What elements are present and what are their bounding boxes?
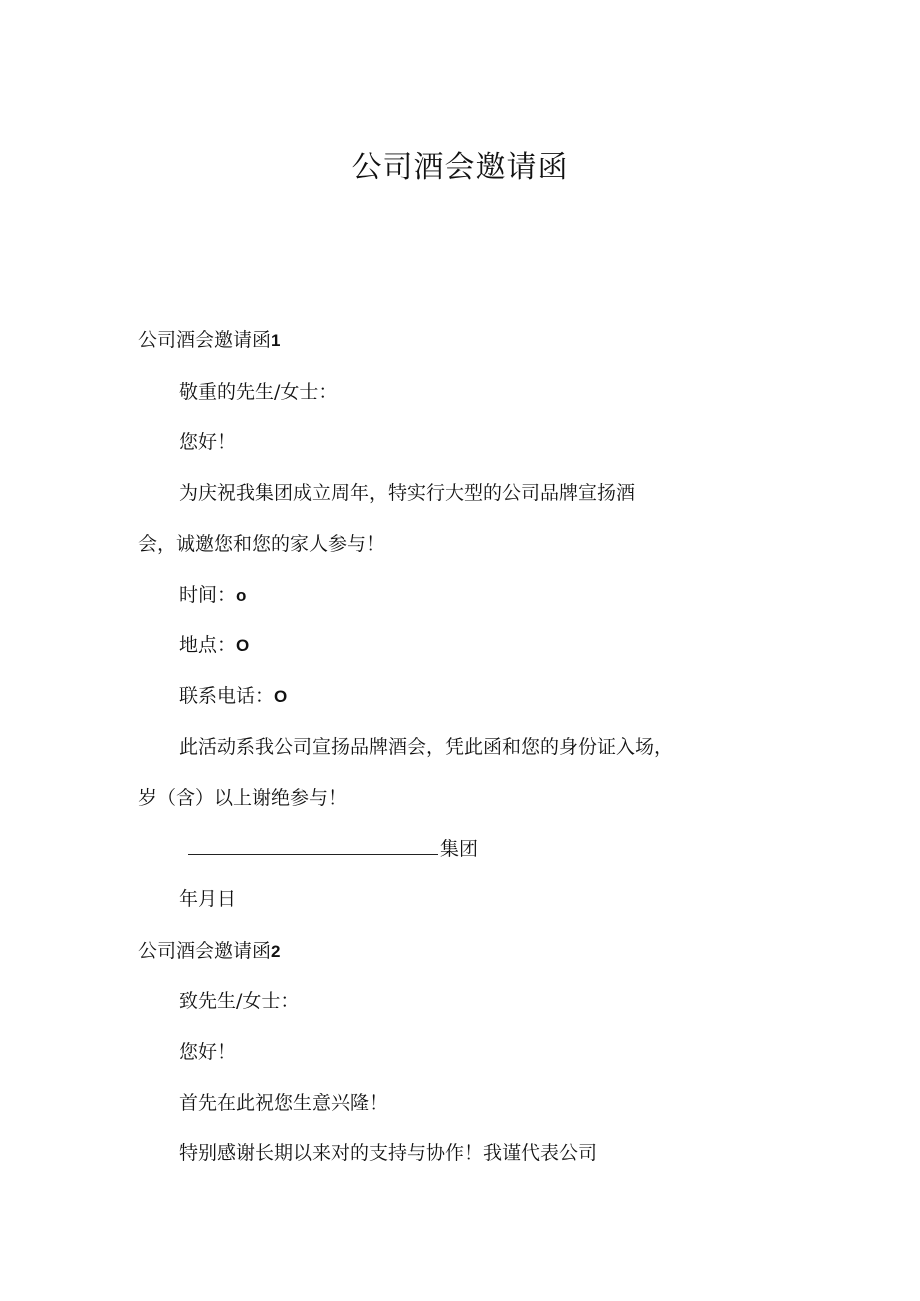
time-value: o — [236, 586, 247, 605]
letter1-heading-text: 公司酒会邀请函 — [138, 329, 272, 351]
letter1-heading — [138, 328, 280, 353]
letter1-signature — [188, 836, 478, 861]
signature-suffix: 集团 — [440, 838, 479, 860]
letter2-salutation: 致先生/女士： — [179, 990, 300, 1012]
letter1-place-row — [179, 633, 249, 658]
letter1-body-line2: 会，诚邀您和您的家人参与！ — [138, 533, 386, 555]
place-value: O — [236, 636, 250, 655]
letter2-heading — [138, 939, 280, 964]
letter1-phone-row — [179, 684, 287, 709]
letter1-heading-number: 1 — [271, 331, 281, 350]
letter2-line1: 首先在此祝您生意兴隆！ — [179, 1092, 389, 1114]
letter1-greeting: 您好！ — [179, 431, 237, 453]
letter1-date: 年月日 — [179, 888, 237, 910]
letter2-heading-text: 公司酒会邀请函 — [138, 940, 272, 962]
phone-label: 联系电话： — [179, 685, 275, 707]
time-label: 时间： — [179, 584, 237, 606]
letter1-body-line1: 为庆祝我集团成立周年，特实行大型的公司品牌宣扬酒 — [179, 482, 636, 504]
letter2-line2: 特别感谢长期以来对的支持与协作！我谨代表公司 — [179, 1142, 598, 1164]
letter1-time-row — [179, 583, 246, 608]
letter1-note-line1: 此活动系我公司宣扬品牌酒会，凭此函和您的身份证入场， — [179, 736, 674, 758]
phone-value: O — [274, 687, 288, 706]
letter1-note-line2: 岁（含）以上谢绝参与！ — [138, 787, 348, 809]
document-title: 公司酒会邀请函 — [351, 150, 569, 185]
letter2-greeting: 您好！ — [179, 1041, 237, 1063]
letter1-salutation: 敬重的先生/女士： — [179, 381, 338, 403]
signature-blank-line — [188, 836, 438, 855]
place-label: 地点： — [179, 634, 237, 656]
letter2-heading-number: 2 — [271, 942, 281, 961]
